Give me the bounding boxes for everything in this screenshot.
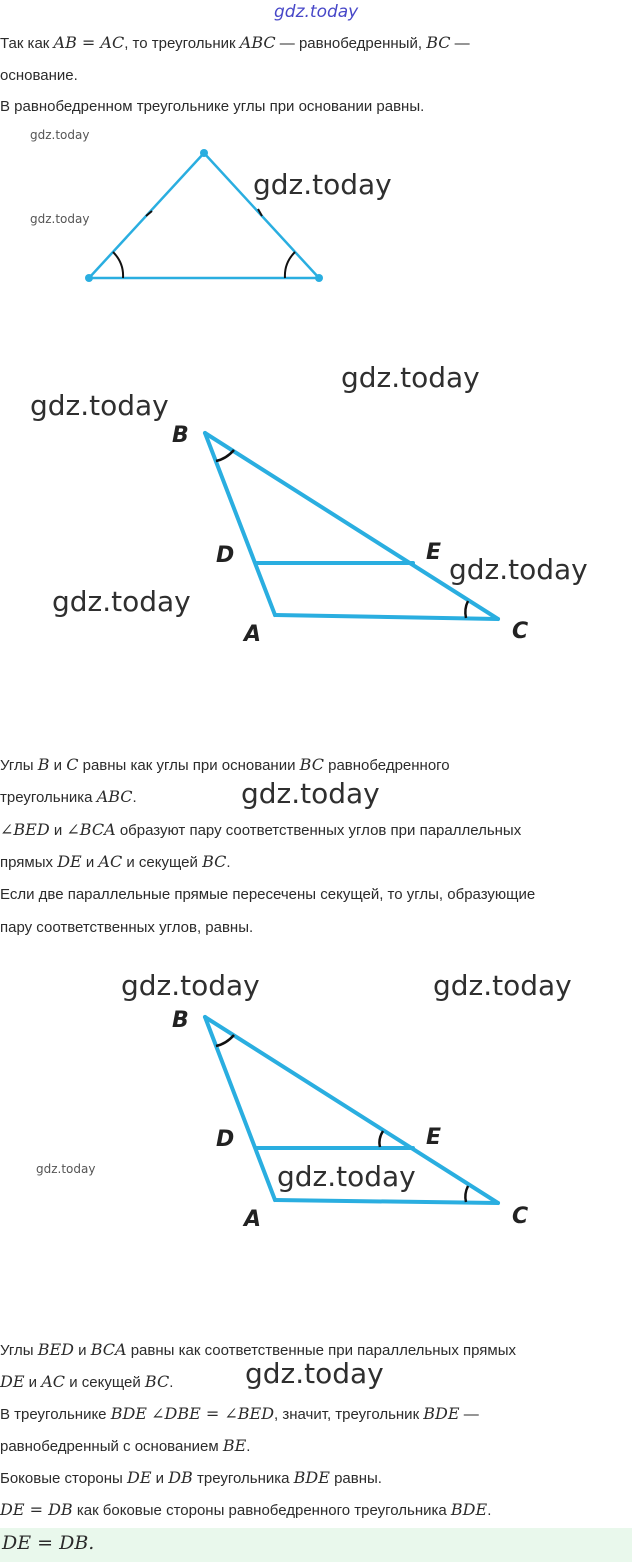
watermark: gdz.today bbox=[30, 128, 90, 142]
watermark: gdz.today bbox=[121, 969, 260, 1002]
statement-angles-b-c: Углы B и C равны как углы при основании BC равнобедренного bbox=[0, 755, 450, 774]
watermark: gdz.today bbox=[253, 168, 392, 201]
label-a: A bbox=[244, 1207, 262, 1232]
watermark: gdz.today bbox=[277, 1160, 416, 1193]
statement-equal-corresponding-cont: DE и AC и секущей BC. bbox=[0, 1372, 174, 1391]
label-d: D bbox=[216, 543, 235, 568]
label-a: A bbox=[244, 622, 262, 647]
answer-box bbox=[0, 1528, 632, 1562]
watermark: gdz.today bbox=[449, 553, 588, 586]
statement-bde-isosceles-cont: равнобедренный с основанием BE. bbox=[0, 1436, 251, 1455]
watermark: gdz.today bbox=[433, 969, 572, 1002]
theorem-base-angles: В равнобедренном треугольнике углы при основании равны. bbox=[0, 98, 425, 115]
answer-text: DE = DB. bbox=[2, 1532, 95, 1554]
label-b: B bbox=[172, 1008, 189, 1033]
statement-base: основание. bbox=[0, 67, 78, 84]
statement-equal-corresponding: Углы BED и BCA равны как соответственные при параллельных прямых bbox=[0, 1340, 516, 1359]
statement-angles-b-c-cont: треугольника ABC. bbox=[0, 787, 137, 806]
label-e: E bbox=[426, 1125, 442, 1150]
theorem-parallel-cont: пару соответственных углов, равны. bbox=[0, 919, 254, 936]
theorem-parallel: Если две параллельные прямые пересечены секущей, то углы, образующие bbox=[0, 886, 536, 903]
statement-lateral-sides: Боковые стороны DE и DB треугольника BDE равны. bbox=[0, 1468, 382, 1487]
watermark: gdz.today bbox=[30, 389, 169, 422]
statement-corresponding-cont: прямых DE и AC и секущей BC. bbox=[0, 852, 231, 871]
watermark: gdz.today bbox=[52, 585, 191, 618]
label-d: D bbox=[216, 1127, 235, 1152]
statement-conclusion: DE = DB как боковые стороны равнобедренного треугольника BDE. bbox=[0, 1500, 492, 1519]
label-c: C bbox=[512, 619, 529, 644]
watermark: gdz.today bbox=[30, 212, 90, 226]
label-e: E bbox=[426, 540, 442, 565]
watermark-top: gdz.today bbox=[274, 2, 359, 22]
watermark: gdz.today bbox=[341, 361, 480, 394]
watermark: gdz.today bbox=[36, 1162, 96, 1176]
watermark: gdz.today bbox=[245, 1357, 384, 1390]
statement-corresponding: ∠BED и ∠BCA образуют пару соответственных углов при параллельных bbox=[0, 820, 522, 839]
watermark: gdz.today bbox=[241, 777, 380, 810]
label-b: B bbox=[172, 423, 189, 448]
statement-bde-isosceles: В треугольнике BDE ∠DBE = ∠BED, значит, треугольник BDE — bbox=[0, 1404, 479, 1423]
label-c: C bbox=[512, 1204, 529, 1229]
statement-isosceles: Так как AB = AC, то треугольник ABC — равнобедренный, BC — bbox=[0, 33, 470, 52]
